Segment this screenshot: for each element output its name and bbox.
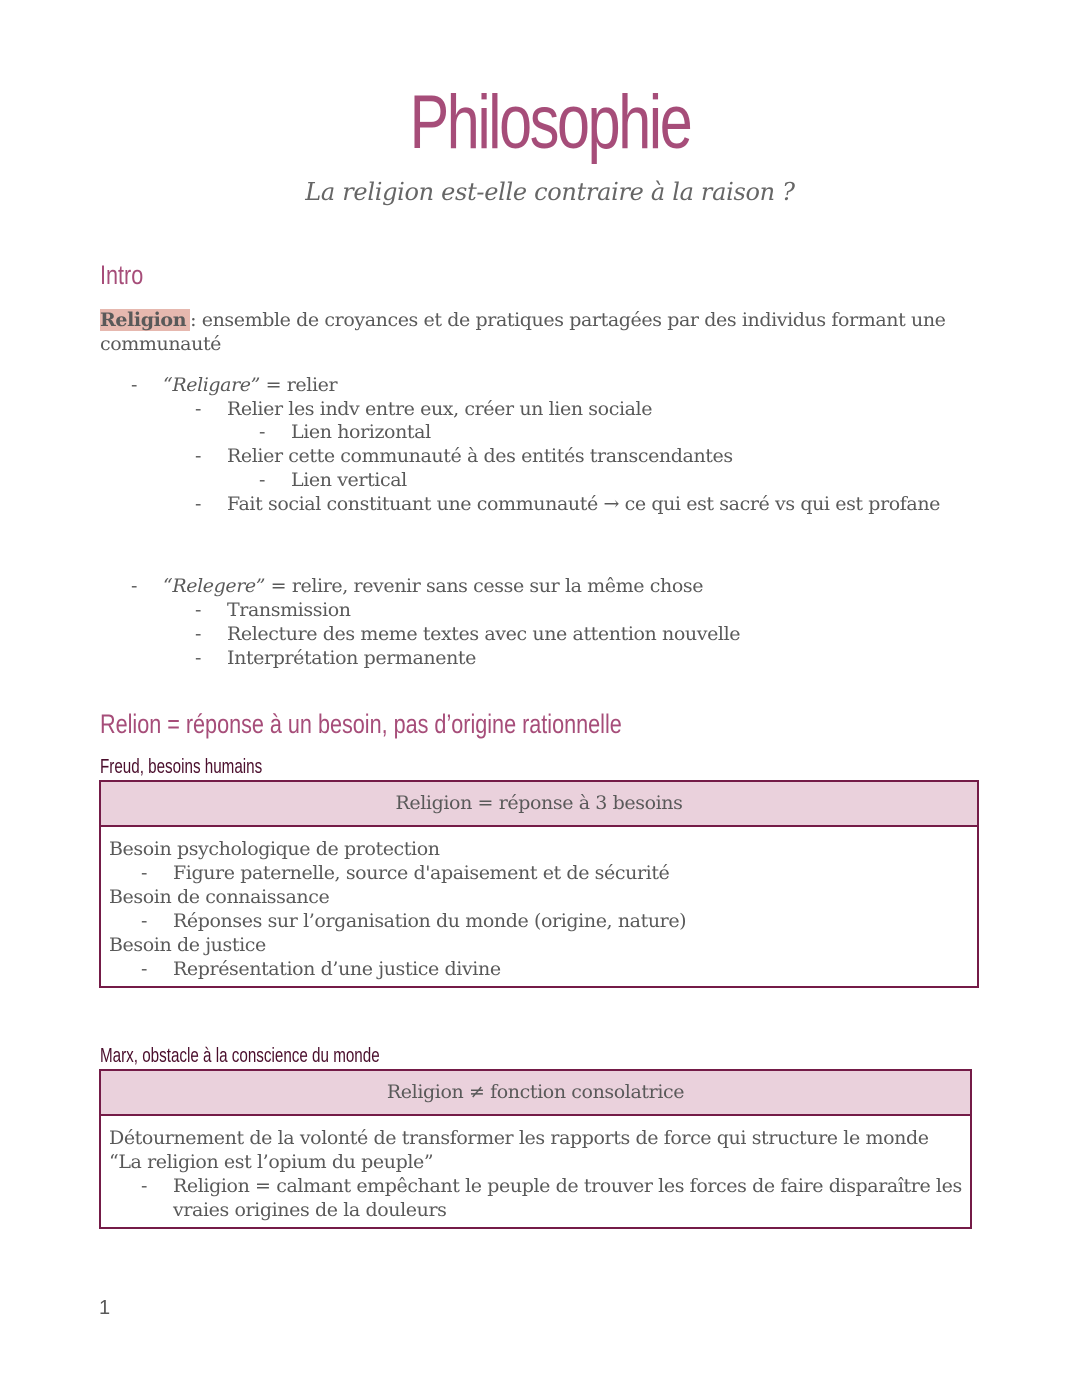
marx-bullet-line: Religion = calmant empêchant le peuple de trouver les forces de faire disparaître les xyxy=(173,1175,962,1197)
bullet-dash: - xyxy=(195,445,202,467)
definition-text: : ensemble de croyances et de pratiques partagées par des individus formant une communauté xyxy=(100,309,946,355)
bullet-dash: - xyxy=(259,421,266,443)
marx-subheading: Marx, obstacle à la conscience du monde xyxy=(100,1045,380,1067)
page-subtitle: La religion est-elle contraire à la raison ? xyxy=(305,178,795,206)
definition-paragraph xyxy=(100,308,980,356)
section-heading-intro: Intro xyxy=(100,260,144,290)
page-title: Philosophie xyxy=(409,80,691,165)
bullet-dash: - xyxy=(195,599,202,621)
marx-quote: “La religion est l’opium du peuple” xyxy=(109,1151,434,1173)
list-item: Relier cette communauté à des entités transcendantes xyxy=(227,445,733,467)
religare-item xyxy=(163,373,337,397)
freud-table-header: Religion = réponse à 3 besoins xyxy=(101,782,977,827)
bullet-dash: - xyxy=(141,1175,148,1197)
list-item: Interprétation permanente xyxy=(227,647,477,669)
list-subitem: Lien horizontal xyxy=(291,421,431,443)
bullet-dash: - xyxy=(131,374,138,396)
bullet-dash: - xyxy=(141,862,148,884)
marx-line: Détournement de la volonté de transformer les rapports de force qui structure le monde xyxy=(109,1127,929,1149)
need-item: Besoin psychologique de protection xyxy=(109,838,440,860)
list-item: Fait social constituant une communauté → ce qui est sacré vs qui est profane xyxy=(227,493,941,515)
bullet-dash: - xyxy=(195,398,202,420)
bullet-dash: - xyxy=(195,647,202,669)
section-heading-need: Relion = réponse à un besoin, pas d’origine rationnelle xyxy=(100,709,622,739)
bullet-dash: - xyxy=(195,493,202,515)
marx-table-header: Religion ≠ fonction consolatrice xyxy=(101,1071,970,1116)
need-item: Besoin de justice xyxy=(109,934,266,956)
freud-table xyxy=(99,780,979,988)
religare-term: “Religare” xyxy=(163,374,260,396)
page-number: 1 xyxy=(99,1297,111,1319)
need-detail: Représentation d’une justice divine xyxy=(173,958,501,980)
list-item: Relecture des meme textes avec une attention nouvelle xyxy=(227,623,741,645)
relegere-term: “Relegere” xyxy=(163,575,266,597)
need-item: Besoin de connaissance xyxy=(109,886,330,908)
list-subitem: Lien vertical xyxy=(291,469,407,491)
need-detail: Figure paternelle, source d'apaisement et de sécurité xyxy=(173,862,670,884)
bullet-dash: - xyxy=(131,575,138,597)
definition-term-highlight: Religion xyxy=(100,309,190,331)
bullet-dash: - xyxy=(195,623,202,645)
relegere-definition: = relire, revenir sans cesse sur la même chose xyxy=(265,575,704,597)
bullet-dash: - xyxy=(259,469,266,491)
relegere-item xyxy=(163,574,703,598)
freud-subheading: Freud, besoins humains xyxy=(100,756,263,778)
list-item: Relier les indv entre eux, créer un lien sociale xyxy=(227,398,653,420)
bullet-dash: - xyxy=(141,958,148,980)
list-item: Transmission xyxy=(227,599,351,621)
need-detail: Réponses sur l’organisation du monde (origine, nature) xyxy=(173,910,687,932)
religare-definition: = relier xyxy=(259,374,338,396)
bullet-dash: - xyxy=(141,910,148,932)
marx-bullet-line-continued: vraies origines de la douleurs xyxy=(173,1199,447,1221)
marx-table xyxy=(99,1069,972,1229)
